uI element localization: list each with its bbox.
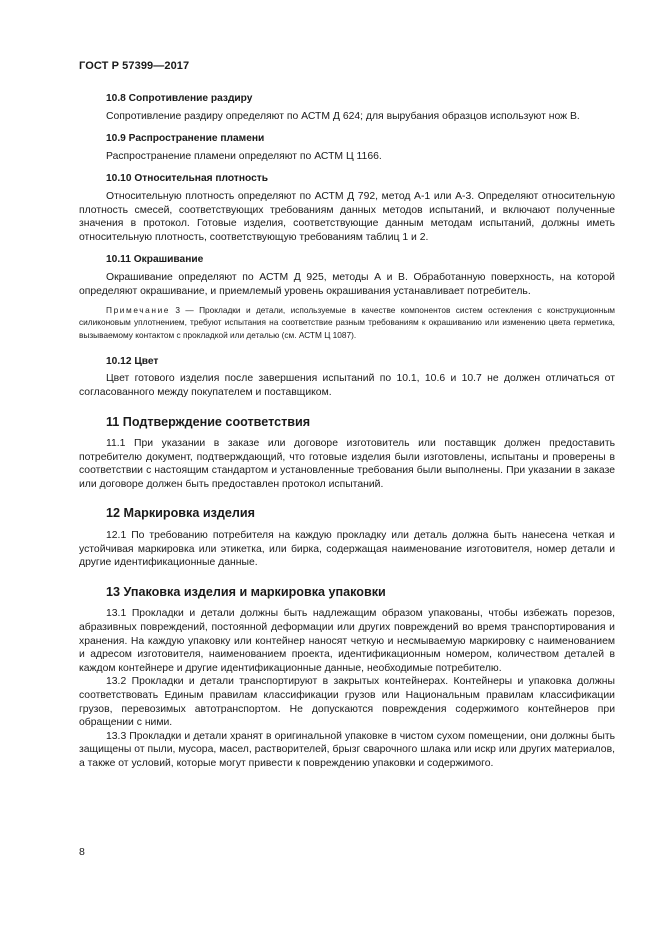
paragraph-10-8: Сопротивление раздиру определяют по АСТМ Д 624; для вырубания образцов используют нож В.	[106, 110, 580, 122]
section-heading-13: 13 Упаковка изделия и маркировка упаковки	[106, 584, 386, 599]
note-3	[79, 304, 615, 341]
heading-10-8: 10.8 Сопротивление раздиру	[106, 93, 253, 104]
heading-10-10: 10.10 Относительная плотность	[106, 173, 268, 185]
heading-10-9: 10.9 Распространение пламени	[106, 133, 265, 145]
page-content	[79, 92, 615, 771]
paragraph-10-9: Распространение пламени определяют по АСТМ Ц 1166.	[106, 150, 382, 162]
paragraph-10-10: Относительную плотность определяют по АСТМ Д 792, метод А-1 или А-3. Определяют относительную плотность смесей, соответствующих требованиям данных методов испытаний, и включают полученные значения в протокол. Готовые изделия, соответствующие данным методам испытаний, должны иметь относительную плотность, соответствующую требованиям таблиц 1 и 2.	[79, 190, 615, 243]
paragraph-11-1: 11.1 При указании в заказе или договоре изготовитель или поставщик должен предоставить потребителю документ, подтверждающий, что готовые изделия были изготовлены, испытаны и проверены в соответствии с настоящим стандартом и установленные требования были выполнены. При указании в заказе или договоре должен быть предоставлен протокол испытаний.	[79, 438, 615, 490]
section-heading-12: 12 Маркировка изделия	[106, 506, 255, 521]
note-label: Примечание	[106, 305, 171, 316]
note-text: 3 — Прокладки и детали, используемые в качестве компонентов систем остекления с конструкционным силиконовым уплотнением, требуют испытания на соответствие разным требованиям к окрашиванию или изменению цвета герметика, вызываемому контактом с прокладкой или деталью (см. АСТМ Ц 1087).	[79, 305, 615, 340]
paragraph-10-11: Окрашивание определяют по АСТМ Д 925, методы А и В. Обработанную поверхность, на которой определяют окрашивание, и приемлемый уровень окрашивания устанавливает потребитель.	[79, 271, 615, 297]
heading-10-12: 10.12 Цвет	[106, 355, 159, 367]
paragraph-13-1: 13.1 Прокладки и детали должны быть надлежащим образом упакованы, чтобы избежать порезов, абразивных повреждений, постоянной деформации или других повреждений во время транспортирования и хранения. На каждую упаковку или контейнер наносят четкую и несмываемую маркировку с наименованием и адресом изготовителя, наименованием проекта, идентификационным номером, количеством деталей в каждом контейнере и другие идентификационные данные, необходимые потребителю.	[79, 608, 615, 674]
standard-code: ГОСТ Р 57399—2017	[79, 60, 190, 72]
paragraph-13-2: 13.2 Прокладки и детали транспортируют в закрытых контейнерах. Контейнеры и упаковка должны соответствовать Единым правилам классификации грузов или Национальным правилам классификации грузов, перевозимых автотранспортом. Не допускаются повреждения содержимого контейнеров при обращении с ними.	[79, 676, 615, 729]
section-heading-11: 11 Подтверждение соответствия	[106, 414, 311, 429]
heading-10-11: 10.11 Окрашивание	[106, 254, 204, 266]
paragraph-10-12: Цвет готового изделия после завершения испытаний по 10.1, 10.6 и 10.7 не должен отличаться от согласованного между покупателем и поставщиком.	[79, 373, 615, 398]
paragraph-13-3: 13.3 Прокладки и детали хранят в оригинальной упаковке в чистом сухом помещении, они должны быть защищены от пыли, мусора, масел, растворителей, брызг сварочного шлака или искр или других материалов, а также от условий, которые могут привести к повреждению упаковки и содержимого.	[79, 730, 615, 769]
paragraph-12-1: 12.1 По требованию потребителя на каждую прокладку или деталь должна быть нанесена четкая и устойчивая маркировка или этикетка, или бирка, содержащая наименование изготовителя, номер детали и другие идентификационные данные.	[79, 530, 615, 569]
page-number: 8	[79, 846, 85, 858]
